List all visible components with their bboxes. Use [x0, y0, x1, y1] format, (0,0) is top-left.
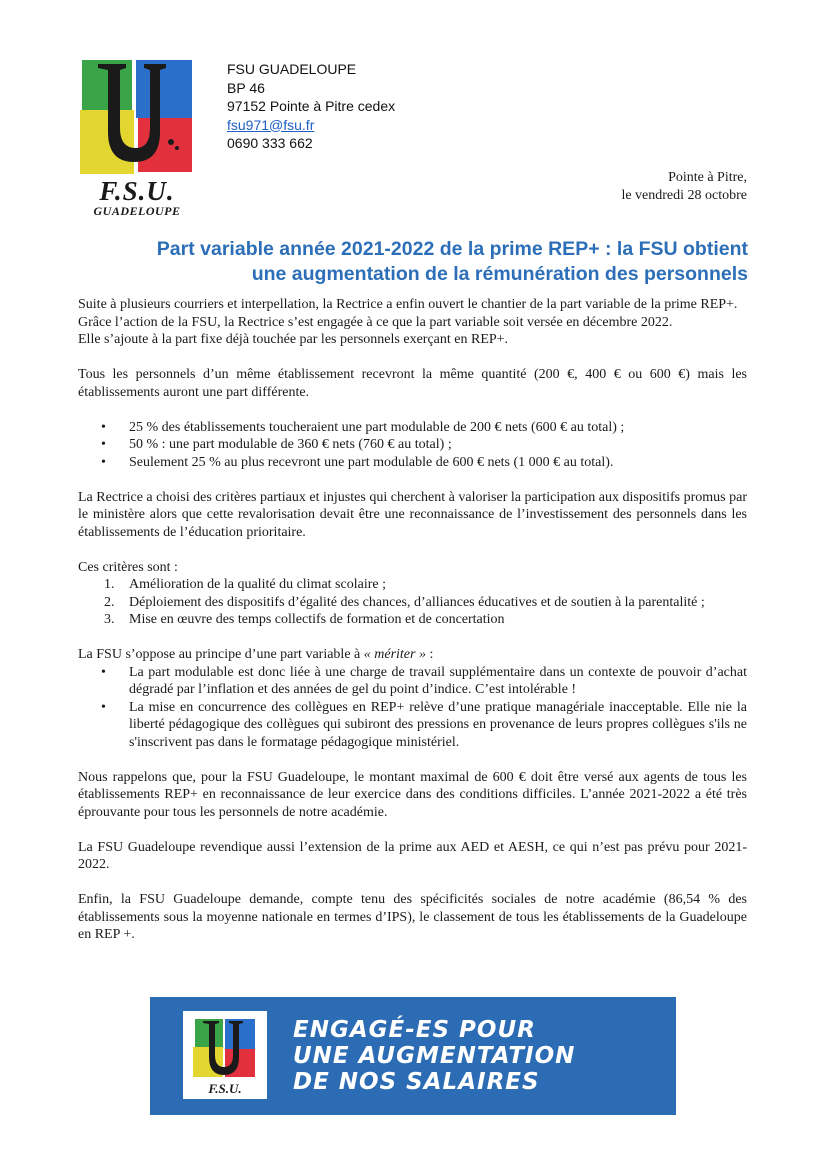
paragraph: La FSU Guadeloupe revendique aussi l’extension de la prime aux AED et AESH, ce qui n’est pas prévu pour 2021-2022. — [78, 839, 747, 872]
logo-letters: F.S.U. — [99, 176, 175, 206]
criteria-list — [78, 576, 747, 629]
postal-box: BP 46 — [227, 79, 265, 96]
bullet-icon: • — [101, 437, 106, 452]
list-item: • Seulement 25 % au plus recevront une part modulable de 600 € nets (1 000 € au total). — [101, 454, 614, 470]
opposition-list — [78, 664, 747, 752]
salary-banner — [150, 997, 676, 1115]
banner-logo-letters: F.S.U. — [208, 1081, 242, 1096]
logo-subtitle: GUADELOUPE — [93, 204, 181, 218]
list-item: • La part modulable est donc liée à une charge de travail supplémentaire dans un contexte de pouvoir d’achat dégradé par l’inflation et des années de gel du point d’indice. C’est intolérable ! — [101, 664, 747, 697]
org-name: FSU GUADELOUPE — [227, 61, 357, 77]
bullet-icon: • — [101, 454, 106, 470]
bullet-icon: • — [101, 664, 106, 680]
date-block — [621, 169, 747, 205]
fsu-u-logo-icon — [183, 1011, 267, 1099]
banner-line-3: DE NOS SALAIRES — [293, 1069, 540, 1095]
date-day: le vendredi 28 octobre — [621, 188, 747, 203]
email-link[interactable]: fsu971@fsu.fr — [227, 116, 315, 133]
date-place: Pointe à Pitre, — [668, 170, 747, 185]
list-item: • 25 % des établissements toucheraient une part modulable de 200 € nets (600 € au total) ; — [101, 419, 625, 435]
paragraph: Grâce l’action de la FSU, la Rectrice s’est engagée à ce que la part variable soit versée en décembre 2022. — [78, 314, 673, 330]
phone: 0690 333 662 — [227, 135, 313, 151]
list-item: 1. Amélioration de la qualité du climat scolaire ; — [104, 577, 386, 592]
paragraph: La FSU s’oppose au principe d’une part variable à « mériter » : — [78, 647, 434, 662]
bullet-icon: • — [101, 419, 106, 435]
banner-line-1: ENGAGÉ-ES POUR — [293, 1017, 536, 1043]
paragraph: La Rectrice a choisi des critères partiaux et injustes qui cherchent à valoriser la participation aux dispositifs promus par le ministère alors que cette revalorisation devait être une reconnaissance de l’investissement des personnels dans les établissements de l’éducation prioritaire. — [78, 489, 747, 540]
title-line-2: une augmentation de la rémunération des personnels — [251, 263, 748, 285]
paragraph: Enfin, la FSU Guadeloupe demande, compte tenu des spécificités sociales de notre académie (86,54 % des établissements sous la moyenne nationale en termes d’IPS), le classement de tous les établissements de la Guadeloupe en REP +. — [78, 892, 747, 942]
paragraph: Elle s’ajoute à la part fixe déjà touchée par les personnels exerçant en REP+. — [78, 332, 509, 347]
city: 97152 Pointe à Pitre cedex — [227, 98, 396, 114]
fsu-u-logo-icon — [78, 58, 196, 176]
letter-body — [78, 296, 747, 944]
fsu-logo — [78, 58, 196, 222]
paragraph: Tous les personnels d’un même établissement recevront la même quantité (200 €, 400 € ou 600 €) mais les établissements auront une part différente. — [78, 367, 747, 400]
list-item: • La mise en concurrence des collègues en REP+ relève d’une pratique managériale inacceptable. Elle nie la liberté pédagogique des collègues qui subiront des pressions en provenance de leurs propres collègues s'ils ne s'inscrivent pas dans le formatage pédagogique ministériel. — [101, 699, 747, 750]
banner-line-2: UNE AUGMENTATION — [293, 1043, 576, 1069]
address-block — [227, 60, 395, 153]
paragraph: Suite à plusieurs courriers et interpellation, la Rectrice a enfin ouvert le chantier de la part variable de la prime REP+. — [78, 297, 738, 312]
list-item: 3. Mise en œuvre des temps collectifs de formation et de concertation — [104, 612, 505, 627]
amount-list — [78, 419, 747, 472]
bullet-icon: • — [101, 699, 106, 715]
list-item: 2. Déploiement des dispositifs d’égalité des chances, d’alliances éducatives et de soutien à la parentalité ; — [104, 594, 705, 610]
paragraph: Nous rappelons que, pour la FSU Guadeloupe, le montant maximal de 600 € doit être versé aux agents de tous les établissements REP+ en reconnaissance de leur exercice dans des conditions difficiles. L’année 2021-2022 a été très éprouvante pour tous les personnels de notre académie. — [78, 769, 747, 820]
paragraph: Ces critères sont : — [78, 559, 178, 575]
banner-slogan — [293, 1017, 575, 1095]
page-title — [78, 237, 748, 287]
banner-logo — [183, 1011, 267, 1099]
list-item: • 50 % : une part modulable de 360 € nets (760 € au total) ; — [101, 437, 452, 452]
title-line-1: Part variable année 2021-2022 de la prime REP+ : la FSU obtient — [156, 238, 748, 260]
